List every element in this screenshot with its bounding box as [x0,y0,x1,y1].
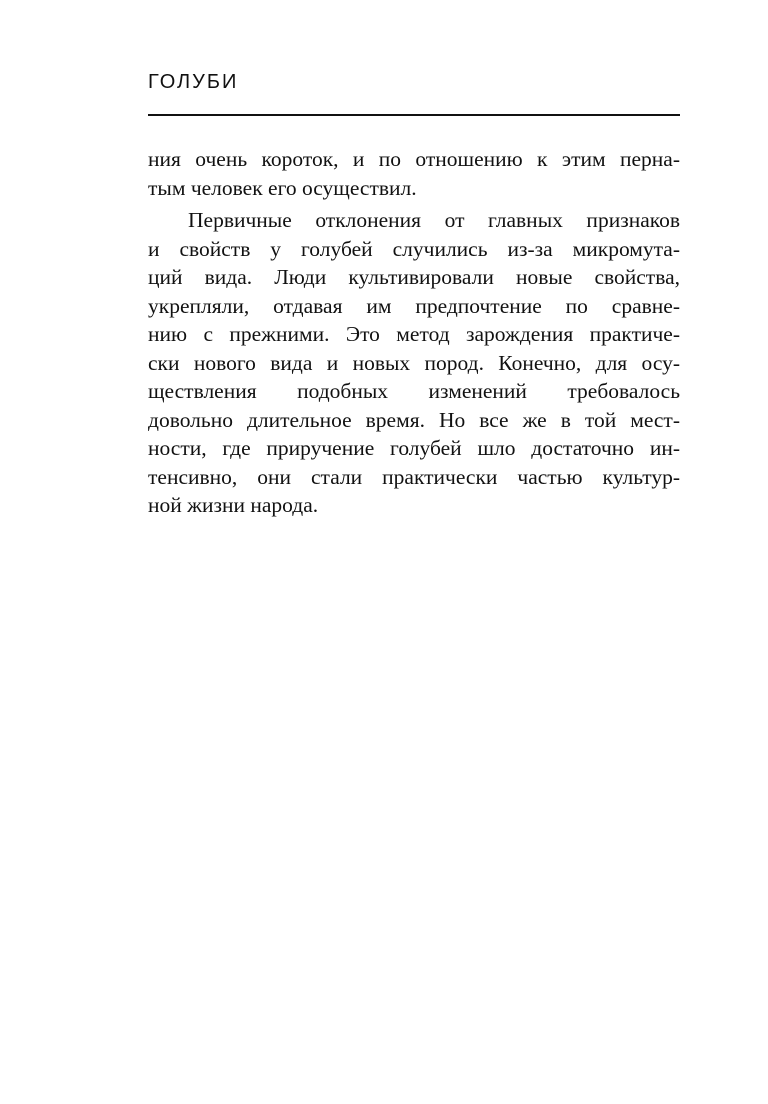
body-text [148,145,680,520]
text-line: и свойств у голубей случились из-за микромута- [148,236,680,261]
text-line: ности, где приручение голубей шло достаточно ин- [148,436,680,460]
text-line: довольно длительное время. Но все же в той мест- [148,407,680,432]
text-line: Первичные отклонения от главных признаков [188,208,680,232]
paragraph-2 [148,206,680,520]
paragraph-1 [148,145,680,202]
text-line: укрепляли, отдавая им предпочтение по сравне- [148,293,680,318]
text-line: ски нового вида и новых пород. Конечно, для осу- [148,350,680,375]
text-line: ния очень короток, и по отношению к этим перна- [148,147,680,171]
running-head: ГОЛУБИ [148,71,239,93]
text-line: ществления подобных изменений требовалось [148,379,680,403]
text-line: нию с прежними. Это метод зарождения практиче- [148,322,680,346]
text-line: ной жизни народа. [148,493,319,517]
header-rule [148,114,680,116]
text-line: ций вида. Люди культивировали новые свойства, [148,265,680,289]
text-line: тым человек его осуществил. [148,175,417,200]
text-line: тенсивно, они стали практически частью культур- [148,464,680,489]
